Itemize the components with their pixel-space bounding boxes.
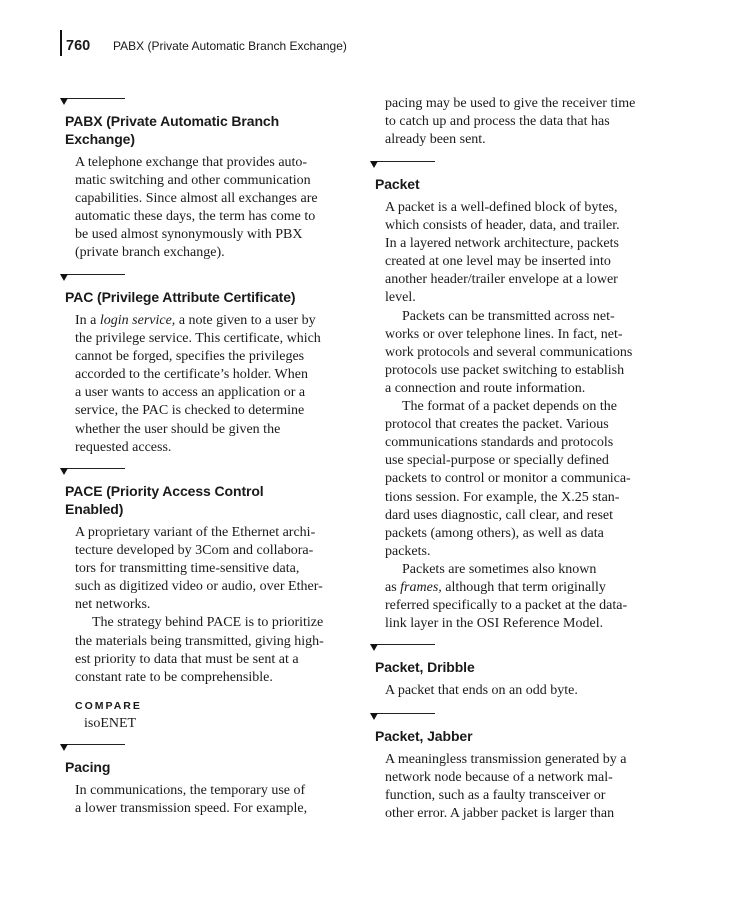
header-rule (60, 30, 62, 56)
entry-definition: In a login service, a note given to a user by the privilege service. This certificate, which cannot be forged, specifies the privileges accorded to the certificate’s holder. When a user wants to access an application or a service, the PAC is checked to determine whether the user should be given the requested access. (75, 313, 321, 455)
entry-definition: A packet that ends on an odd byte. (385, 683, 578, 698)
entry-term: PABX (Private Automatic Branch Exchange) (65, 113, 280, 147)
triangle-icon (370, 713, 378, 720)
entry-marker (60, 273, 125, 285)
running-title: PABX (Private Automatic Branch Exchange) (113, 39, 347, 53)
entry-term: Pacing (65, 759, 111, 775)
entry-definition: In communications, the temporary use of a lower transmission speed. For example, (75, 783, 308, 817)
entry-term: PAC (Privilege Attribute Certificate) (65, 289, 296, 305)
page-number: 760 (66, 38, 91, 54)
triangle-icon (60, 98, 68, 105)
entry-definition: A proprietary variant of the Ethernet archi- tecture developed by 3Com and collabora- tors for transmitting time-sensitive data, such as digitized video or audio, over Ether- net networks. The strategy behind PACE is to prioritize the materials being transmitted, giving high- est priority to data that must be sent at a constant rate to be comprehensible. (75, 525, 324, 685)
compare-reference: isoENET (84, 716, 137, 731)
continued-definition: pacing may be used to give the receiver time to catch up and process the data that has already been sent. (385, 96, 636, 148)
entry-definition: A packet is a well-defined block of bytes, which consists of header, data, and trailer. In a layered network architecture, packets created at one level may be inserted into another header/trailer envelope at a lower level. Packets can be transmitted across net- works or over telephone lines. In fact, net- work protocols and several communications protocols use packet switching to establish a connection and route information. The format of a packet depends on the protocol that creates the packet. Various communications standards and protocols use special-purpose or specially defined packets to control or monitor a communica- tions session. For example, the X.25 stan- dard uses diagnostic, call clear, and reset packets (among others), as well as data packets. Packets are sometimes also known as frames, although that term originally referred specifically to a packet at the data- link layer in the OSI Reference Model. (385, 200, 633, 632)
entry-term: Packet (375, 176, 420, 192)
compare-label: COMPARE (75, 700, 142, 712)
triangle-icon (370, 161, 378, 168)
triangle-icon (60, 274, 68, 281)
entry-marker (370, 160, 435, 172)
triangle-icon (60, 468, 68, 475)
entry-marker (370, 643, 435, 655)
entry-definition: A meaningless transmission generated by a network node because of a network mal- function, such as a faulty transceiver or other error. A jabber packet is larger than (385, 752, 627, 822)
triangle-icon (370, 644, 378, 651)
entry-definition: A telephone exchange that provides auto- matic switching and other communication capabilities. Since almost all exchanges are automatic these days, the term has come to be used almost synonymously with PBX (private branch exchange). (75, 155, 318, 261)
entry-term: PACE (Priority Access Control Enabled) (65, 483, 264, 517)
entry-term: Packet, Jabber (375, 728, 473, 744)
triangle-icon (60, 744, 68, 751)
entry-marker (60, 467, 125, 479)
entry-marker (370, 712, 435, 724)
entry-term: Packet, Dribble (375, 659, 475, 675)
entry-marker (60, 97, 125, 109)
entry-marker (60, 743, 125, 755)
